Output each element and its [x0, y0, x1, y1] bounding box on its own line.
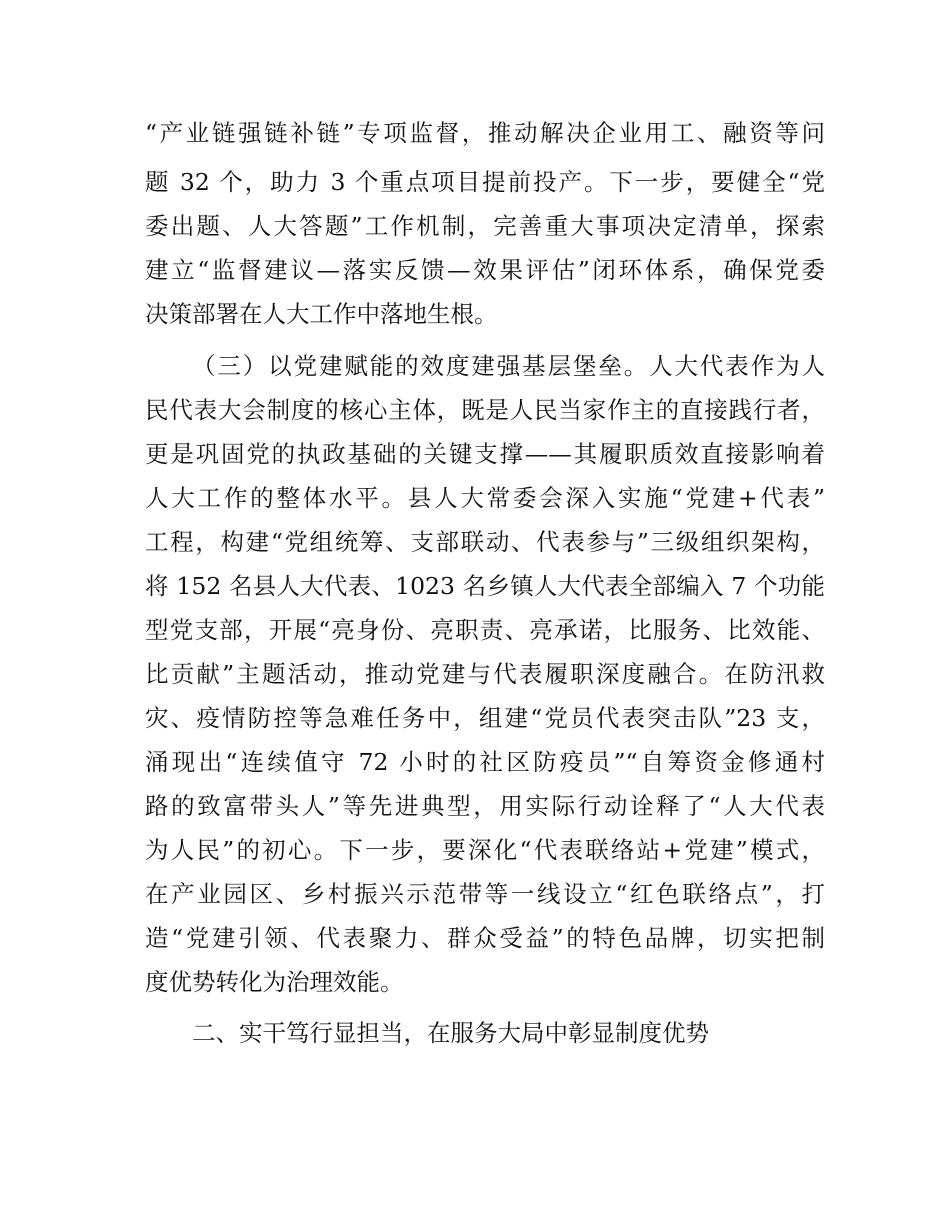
text-line: 造“党建引领、代表聚力、群众受益”的特色品牌，切实把制	[145, 924, 825, 952]
text-line: 工程，构建“党组统筹、支部联动、代表参与”三级组织架构，	[145, 528, 825, 556]
text-line: 灾、疫情防控等急难任务中，组建“党员代表突击队”23 支，	[145, 704, 825, 732]
text-line: 为人民”的初心。下一步，要深化“代表联络站+党建”模式，	[145, 836, 825, 864]
text-line: 人大工作的整体水平。县人大常委会深入实施“党建+代表”	[145, 484, 825, 512]
text-line: 更是巩固党的执政基础的关键支撑——其履职质效直接影响着	[145, 440, 825, 468]
text-line: 将 152 名县人大代表、1023 名乡镇人大代表全部编入 7 个功能	[145, 572, 825, 600]
text-line: 涌现出“连续值守 72 小时的社区防疫员”“自筹资金修通村	[145, 748, 825, 776]
text-line: 委出题、人大答题”工作机制，完善重大事项决定清单，探索	[145, 212, 825, 240]
text-line: 题 32 个，助力 3 个重点项目提前投产。下一步，要健全“党	[145, 168, 825, 196]
text-line: 路的致富带头人”等先进典型，用实际行动诠释了“人大代表	[145, 792, 825, 820]
text-line: 决策部署在人大工作中落地生根。	[145, 300, 498, 328]
section-heading: 二、实干笃行显担当，在服务大局中彰显制度优势	[192, 1019, 709, 1047]
text-line: 建立“监督建议—落实反馈—效果评估”闭环体系，确保党委	[145, 256, 825, 284]
text-line: 型党支部，开展“亮身份、亮职责、亮承诺，比服务、比效能、	[145, 616, 825, 644]
text-line: 比贡献”主题活动，推动党建与代表履职深度融合。在防汛救	[145, 660, 825, 688]
text-line: 度优势转化为治理效能。	[145, 968, 404, 996]
section-subheading-line: （三）以党建赋能的效度建强基层堡垒。人大代表作为人	[192, 352, 825, 380]
text-line: 在产业园区、乡村振兴示范带等一线设立“红色联络点”，打	[145, 880, 825, 908]
text-line: 民代表大会制度的核心主体，既是人民当家作主的直接践行者，	[145, 396, 825, 424]
text-line: “产业链强链补链”专项监督，推动解决企业用工、融资等问	[145, 119, 825, 147]
